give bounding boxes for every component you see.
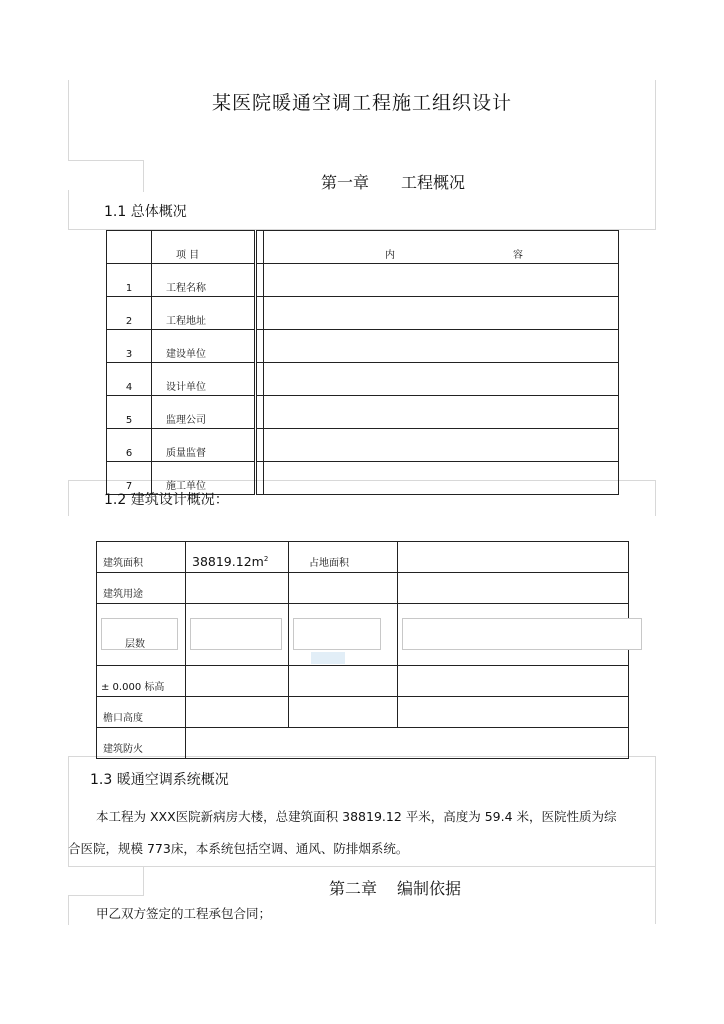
- value-cell[interactable]: [264, 297, 619, 330]
- header-content: 内 容: [264, 231, 619, 264]
- value-cell[interactable]: [264, 462, 619, 495]
- basis-item-1: 甲乙双方签定的工程承包合同；: [96, 906, 272, 921]
- section-1-2-heading: 1.2 建筑设计概况：: [104, 492, 229, 508]
- table-row: 4 设计单位: [107, 363, 619, 396]
- elevation-label: ± 0.000 标高: [97, 666, 186, 697]
- table-row: 6 质量监督: [107, 429, 619, 462]
- floors-label: 层数: [97, 604, 186, 666]
- eave-height-label: 檐口高度: [97, 697, 186, 728]
- document-title: 某医院暖通空调工程施工组织设计: [211, 92, 512, 114]
- section-1-3-heading: 1.3 暖通空调系统概况: [90, 772, 229, 788]
- section-1-1-heading: 1.1 总体概况: [104, 204, 187, 220]
- table-row: 1 工程名称: [107, 264, 619, 297]
- chapter-1-number: 第一章: [321, 173, 370, 192]
- area-label: 建筑面积: [97, 542, 186, 573]
- chapter-1-name: 工程概况: [401, 173, 466, 192]
- value-cell[interactable]: [264, 264, 619, 297]
- chapter-2-name: 编制依据: [397, 879, 462, 898]
- table-row: 5 监理公司: [107, 396, 619, 429]
- area-value: $38819.12m^2$: [186, 542, 289, 573]
- paragraph-line-1: 本工程为 XXX医院新病房大楼，总建筑面积 38819.12 平米，高度为 59.4 米，医院性质为综: [96, 809, 617, 824]
- value-cell[interactable]: [264, 396, 619, 429]
- fire-protection-label: 建筑防火: [97, 728, 186, 759]
- use-label: 建筑用途: [97, 573, 186, 604]
- overview-table: [106, 230, 619, 495]
- table-row: 2 工程地址: [107, 297, 619, 330]
- table-header-row: [107, 231, 619, 264]
- chapter-2-number: 第二章: [329, 879, 378, 898]
- header-item: 项 目: [152, 231, 256, 264]
- table-row: 7 施工单位: [107, 462, 619, 495]
- land-area-value[interactable]: [398, 542, 629, 573]
- land-area-label: 占地面积: [289, 542, 398, 573]
- paragraph-line-2: 合医院，规模 773床，本系统包括空调、通风、防排烟系统。: [68, 841, 409, 856]
- value-cell[interactable]: [264, 363, 619, 396]
- table-row: 3 建设单位: [107, 330, 619, 363]
- value-cell[interactable]: [264, 330, 619, 363]
- building-table: [96, 541, 629, 759]
- watermark-mark: [311, 652, 345, 664]
- value-cell[interactable]: [264, 429, 619, 462]
